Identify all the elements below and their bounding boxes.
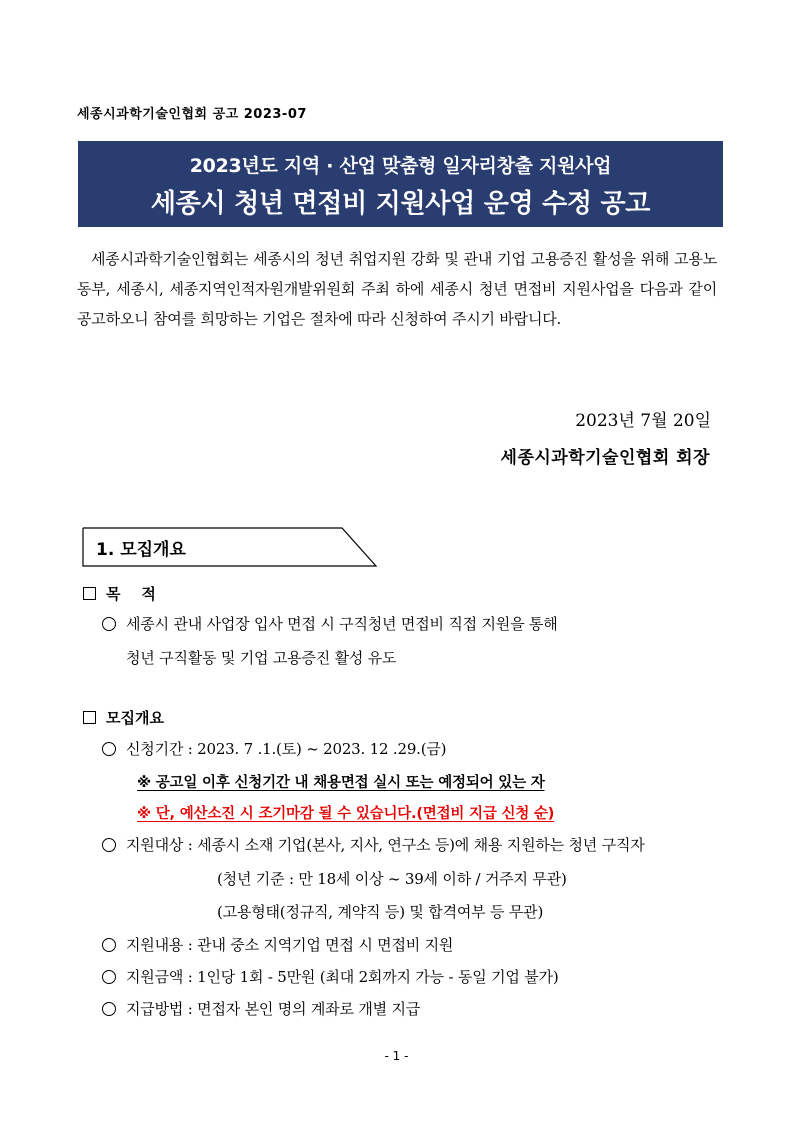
target-item	[102, 834, 645, 855]
circle-bullet-icon	[102, 838, 116, 852]
target-sub1: (청년 기준 : 만 18세 이상 ~ 39세 이하 / 거주지 무관)	[217, 870, 567, 888]
note-eligibility: ※ 공고일 이후 신청기간 내 채용면접 실시 또는 예정되어 있는 자	[137, 775, 545, 791]
method-text: 지급방법 : 면접자 본인 명의 계좌로 개별 지급	[126, 1000, 421, 1018]
overview-heading	[83, 707, 164, 728]
period-item	[102, 738, 446, 759]
section-title: 1. 모집개요	[96, 540, 186, 560]
announcement-date: 2023년 7월 20일	[575, 411, 711, 431]
circle-bullet-icon	[102, 617, 116, 631]
amount-item	[102, 966, 558, 987]
title-line1: 2023년도 지역 · 산업 맞춤형 일자리창출 지원사업	[189, 155, 612, 177]
purpose-text1: 세종시 관내 사업장 입사 면접 시 구직청년 면접비 직접 지원을 통해	[126, 615, 558, 633]
title-banner	[78, 141, 723, 227]
intro-paragraph: 세종시과학기술인협회는 세종시의 청년 취업지원 강화 및 관내 기업 고용증진 활성을 위해 고용노동부, 세종시, 세종지역인적자원개발위원회 주최 하에 세종시 청년 면접비 지원사업을 다음과 같이 공고하오니 참여를 희망하는 기업은 절차에 따라 신청하여 주시기 바랍니다.	[77, 250, 717, 328]
title-line2: 세종시 청년 면접비 지원사업 운영 수정 공고	[150, 189, 651, 219]
checkbox-square-icon	[83, 711, 96, 724]
target-text: 지원대상 : 세종시 소재 기업(본사, 지사, 연구소 등)에 채용 지원하는 청년 구직자	[126, 836, 645, 854]
section-header	[82, 527, 378, 567]
notice-number: 세종시과학기술인협회 공고 2023-07	[77, 107, 307, 122]
circle-bullet-icon	[102, 1002, 116, 1016]
circle-bullet-icon	[102, 938, 116, 952]
circle-bullet-icon	[102, 970, 116, 984]
method-item	[102, 998, 420, 1019]
circle-bullet-icon	[102, 742, 116, 756]
page-number: - 1 -	[384, 1049, 409, 1063]
content-text: 지원내용 : 관내 중소 지역기업 면접 시 면접비 지원	[126, 936, 454, 954]
overview-heading-label: 모집개요	[106, 709, 164, 727]
target-sub2: (고용형태(정규직, 계약직 등) 및 합격여부 등 무관)	[217, 903, 544, 921]
purpose-heading	[83, 583, 156, 604]
note-early-close: ※ 단, 예산소진 시 조기마감 될 수 있습니다.(면접비 지급 신청 순)	[137, 806, 555, 822]
signer: 세종시과학기술인협회 회장	[500, 448, 710, 468]
amount-text: 지원금액 : 1인당 1회 - 5만원 (최대 2회까지 가능 - 동일 기업 불가)	[126, 968, 559, 986]
purpose-heading-label: 목 적	[106, 585, 156, 603]
content-item	[102, 934, 453, 955]
period-text: 신청기간 : 2023. 7 .1.(토) ~ 2023. 12 .29.(금)	[126, 740, 447, 758]
purpose-line2: 청년 구직활동 및 기업 고용증진 활성 유도	[126, 649, 397, 667]
checkbox-square-icon	[83, 587, 96, 600]
purpose-line1	[102, 613, 558, 634]
